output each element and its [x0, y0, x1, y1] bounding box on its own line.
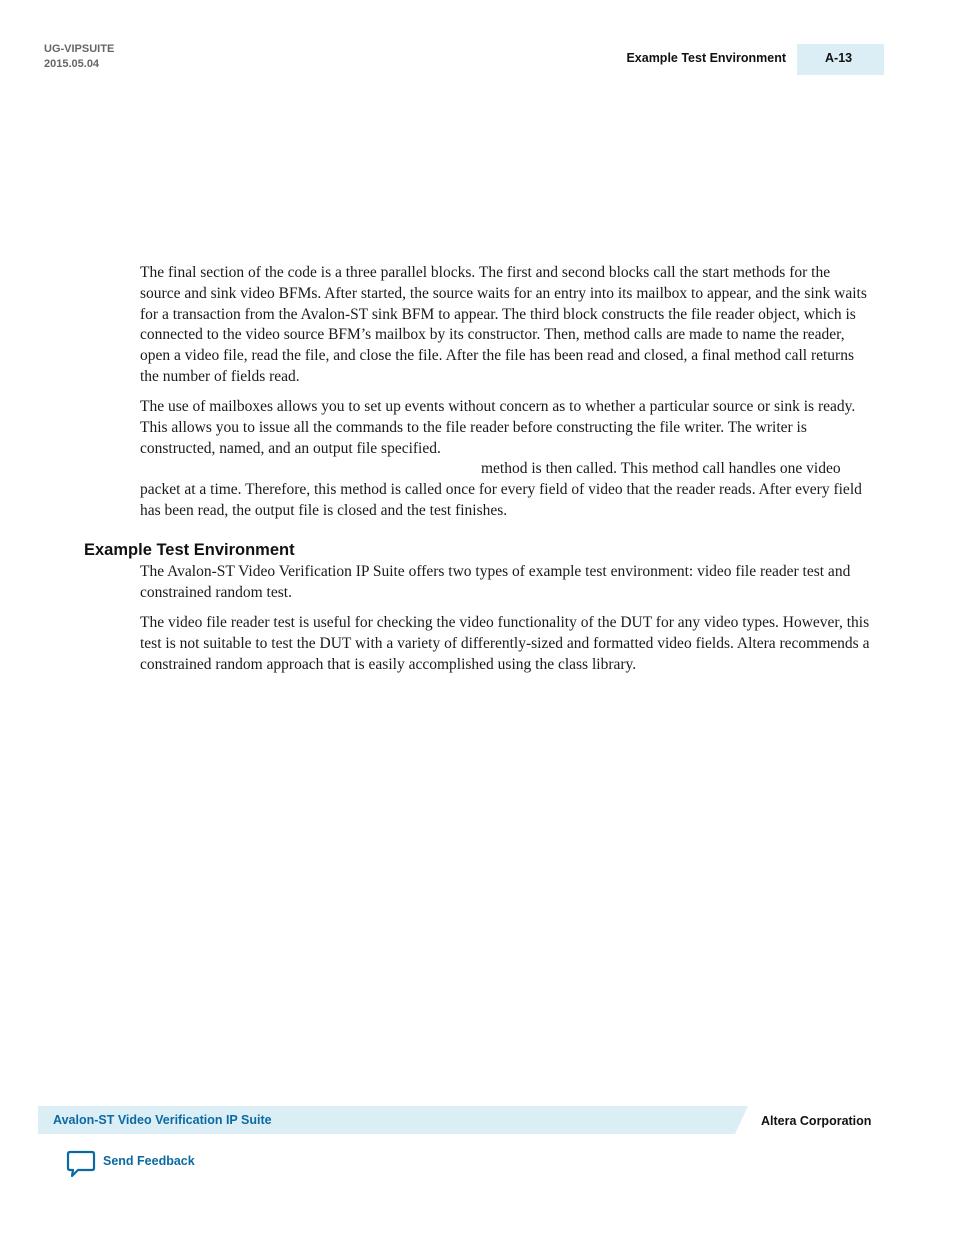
body-paragraph-4: The video file reader test is useful for checking the video functionality of the DUT for any video types. However, this test is not suitable to test the DUT with a variety of differently-sized and formatted video fields. Altera recommends a constrained random approach that is easily accomplished using the class library. [140, 614, 870, 673]
header-section-title: Example Test Environment [626, 51, 786, 65]
document-date: 2015.05.04 [44, 58, 100, 70]
page-number: A-13 [797, 44, 884, 75]
body-paragraph-2-part-2: method is then called. This method call handles one video packet at a time. Therefore, this method is called once for every field of video that the reader reads. After every field has been read, the output file is closed and the test finishes. [140, 460, 862, 519]
body-paragraph-3: The Avalon-ST Video Verification IP Suite offers two types of example test environment: video file reader test and constrained random test. [140, 563, 851, 601]
footer-company: Altera Corporation [761, 1114, 872, 1128]
footer-document-title: Avalon-ST Video Verification IP Suite [53, 1113, 272, 1127]
body-paragraph-2 [140, 397, 870, 522]
body-paragraph-2-part-1: The use of mailboxes allows you to set up events without concern as to whether a particular source or sink is ready. This allows you to issue all the commands to the file reader before constructing the file writer. The writer is constructed, named, and an output file specified. [140, 398, 856, 457]
section-heading: Example Test Environment [84, 541, 295, 559]
send-feedback-label: Send Feedback [103, 1154, 195, 1168]
body-paragraph-1: The final section of the code is a three parallel blocks. The first and second blocks call the start methods for the source and sink video BFMs. After started, the source waits for an entry into its mailbox to appear, and the sink waits for a transaction from the Avalon-ST sink BFM to appear. The third block constructs the file reader object, which is connected to the video source BFM’s mailbox by its constructor. Then, method calls are made to name the reader, open a video file, read the file, and close the file. After the file has been read and closed, a final method call returns the number of fields read. [140, 264, 867, 385]
document-id: UG-VIPSUITE [44, 43, 115, 55]
speech-bubble-icon [66, 1150, 96, 1178]
document-id-block [44, 42, 114, 72]
